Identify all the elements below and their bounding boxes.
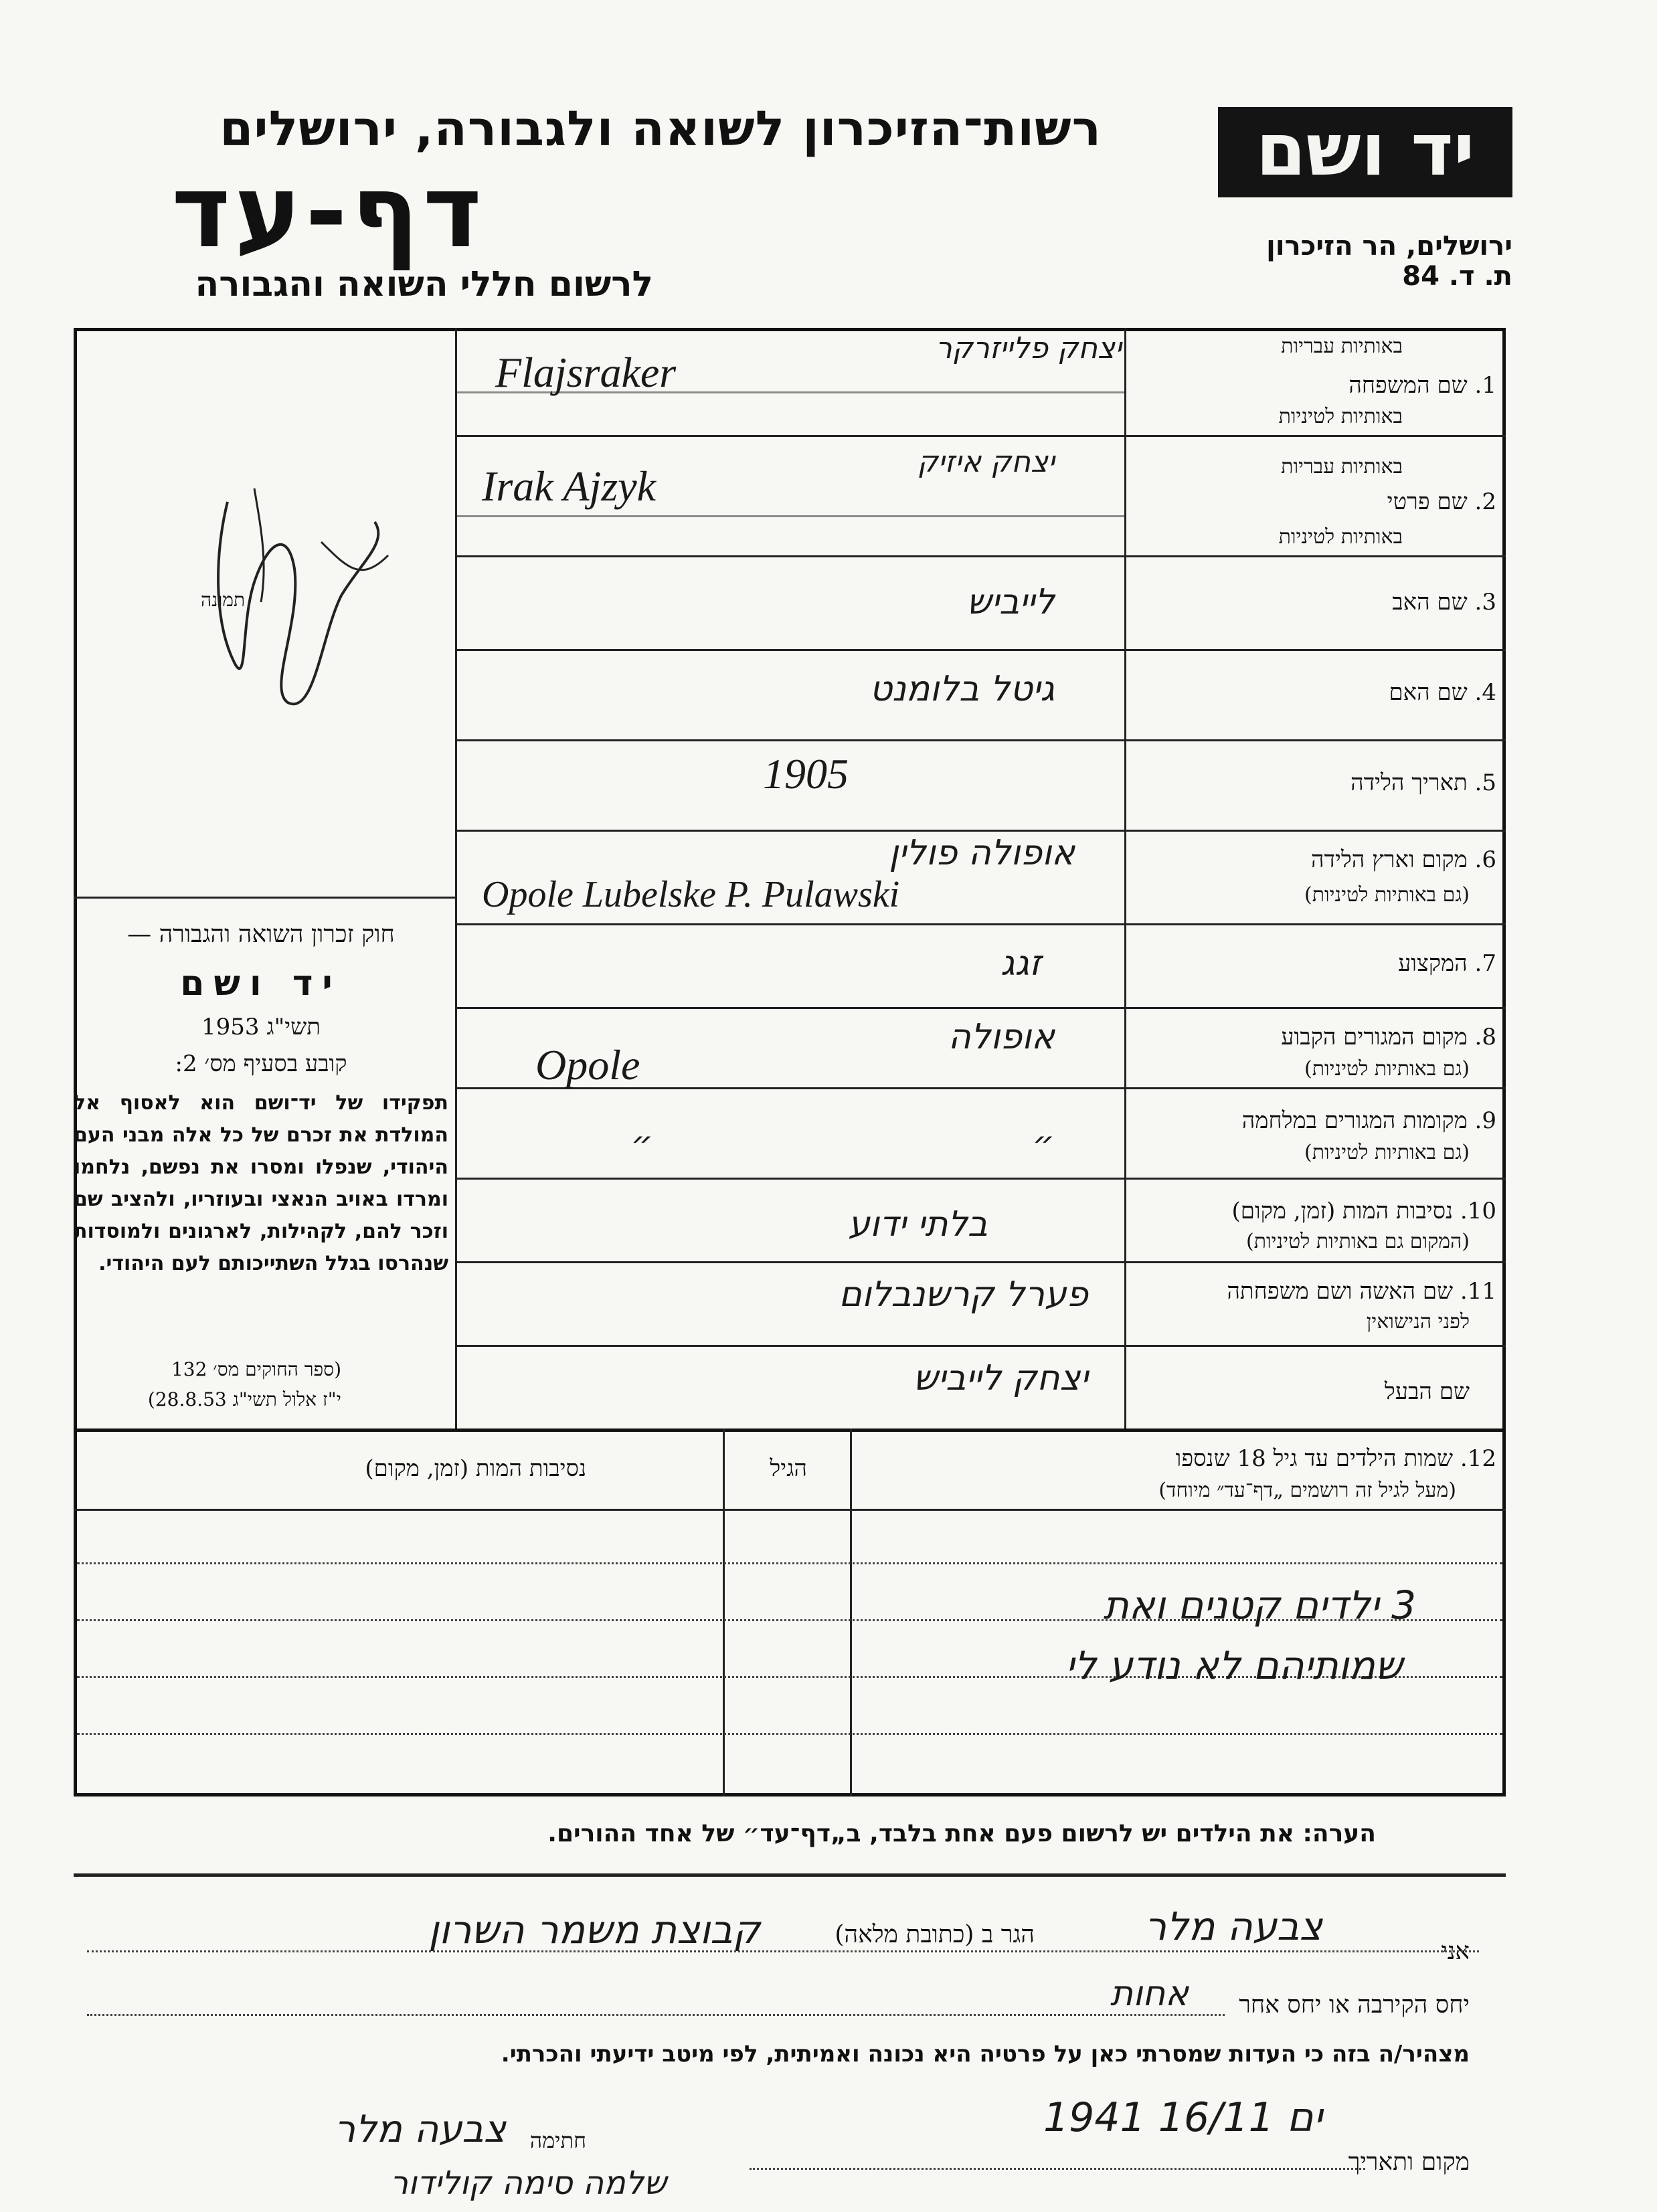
hebrew-letters-label: באותיות עבריות — [1281, 335, 1403, 358]
address-pobox: ת. ד. 84 — [1402, 261, 1512, 292]
declarant-address-value: קבוצת משמר השרון — [428, 1907, 760, 1952]
law-clause: קובע בסעיף מס׳ 2: — [175, 1050, 347, 1077]
mother-name-label — [1389, 679, 1496, 706]
declarant-i-label: אני — [1441, 1938, 1470, 1965]
row-number: 3. — [1474, 589, 1496, 616]
photo-column-divider — [455, 328, 457, 1432]
wartime-residence-hebrew-value: ״ — [1032, 1124, 1055, 1164]
signature-value: צבעה מלר — [334, 2108, 506, 2151]
row-number: 1. — [1474, 372, 1496, 399]
row-sub-label: לפני הנישואין — [1366, 1310, 1470, 1333]
death-circumstances-value: בלתי ידוע — [848, 1204, 988, 1245]
note-divider — [74, 1873, 1506, 1877]
row-number: 10. — [1460, 1198, 1496, 1224]
also-latin-label: (גם באותיות לטיניות) — [1304, 1057, 1470, 1081]
row-label: מקומות המגורים במלחמה — [1241, 1107, 1468, 1134]
children-heading-text: שמות הילדים עד גיל 18 שנספו — [1175, 1445, 1454, 1472]
row-divider — [455, 830, 1506, 832]
children-line — [77, 1733, 1502, 1735]
relation-line — [87, 2014, 1225, 2016]
residence-latin-value: Opole — [535, 1041, 640, 1089]
children-note: הערה: את הילדים יש לרשום פעם אחת בלבד, ב„דף־עד״ של אחד ההורים. — [547, 1820, 1376, 1847]
yad-vashem-logo: יד ושם — [1218, 107, 1512, 197]
row-number: 4. — [1474, 679, 1496, 706]
birth-place-latin-value: Opole Lubelske P. Pulawski — [482, 874, 900, 915]
father-name-label — [1392, 589, 1496, 616]
row-divider — [455, 1178, 1506, 1180]
profession-label — [1398, 950, 1496, 977]
also-latin-label: (גם באותיות לטיניות) — [1304, 883, 1470, 907]
row-label: המקצוע — [1398, 950, 1468, 977]
row-divider — [455, 1345, 1506, 1347]
row-label: מקום המגורים הקבוע — [1281, 1024, 1468, 1050]
hebrew-letters-label: באותיות עבריות — [1281, 455, 1403, 478]
wife-name-value: פערל קרשנבלום — [839, 1275, 1088, 1315]
row-sub-label: (המקום גם באותיות לטיניות) — [1245, 1230, 1470, 1253]
place-date-line — [750, 2168, 1365, 2170]
children-header-divider — [74, 1509, 1506, 1511]
label-column-divider — [1124, 328, 1126, 1432]
children-col-divider — [723, 1428, 725, 1796]
row-label: תאריך הלידה — [1350, 769, 1468, 796]
row-divider — [455, 555, 1506, 557]
row-divider — [455, 923, 1506, 925]
row-label: מקום וארץ הלידה — [1311, 846, 1468, 873]
residence-label — [1281, 1024, 1496, 1050]
family-name-label — [1348, 372, 1496, 399]
row-number: 11. — [1460, 1278, 1496, 1305]
row-divider — [455, 1007, 1506, 1009]
form-title: דף-עד — [171, 154, 486, 270]
row-number: 5. — [1474, 769, 1496, 796]
residence-hebrew-value: אופולה — [948, 1017, 1055, 1057]
first-name-latin-value: Irak Ajzyk — [482, 462, 657, 510]
relation-value: אחות — [1110, 1974, 1189, 2014]
row-number: 6. — [1474, 846, 1496, 873]
mother-name-value: גיטל בלומנט — [869, 669, 1055, 709]
address-city: ירושלים, הר הזיכרון — [1266, 231, 1512, 262]
row-label: שם פרטי — [1387, 488, 1468, 515]
row-label: שם המשפחה — [1348, 372, 1468, 399]
law-year: תשי"ג 1953 — [201, 1014, 321, 1040]
row-number: 2. — [1474, 488, 1496, 515]
row-number: 8. — [1474, 1024, 1496, 1050]
photo-placeholder-label: תמונה — [201, 589, 246, 611]
first-name-label — [1387, 488, 1496, 515]
law-text: תפקידו של יד־ושם הוא לאסוף אל המולדת את זכרם של כל אלה מבני העם היהודי, שנפלו ומסרו את נפשם, נלחמו ומרדו באויב הנאצי ובעוזריו, ולהציב שם וזכר להם, לקהילות, לארגונים ולמוסדות שנהרסו בגלל השתייכותם לעם היהודי. — [74, 1091, 448, 1275]
family-name-latin-value: Flajsraker — [495, 349, 677, 396]
birth-place-label — [1311, 846, 1496, 873]
declarant-name-value: צבעה מלר — [1144, 1904, 1322, 1949]
latin-letters-label: באותיות לטיניות — [1278, 405, 1403, 428]
value-subdivider — [455, 515, 1124, 517]
row-label: נסיבות המות (זמן, מקום) — [1231, 1198, 1454, 1224]
children-col-divider — [850, 1428, 852, 1796]
law-reference: (ספר החוקים מס׳ 132 — [171, 1358, 341, 1380]
children-subheading: (מעל לגיל זה רושמים „דף־עד״ מיוחד) — [1158, 1479, 1456, 1502]
row-divider — [455, 739, 1506, 741]
birth-date-value: 1905 — [763, 750, 849, 798]
row-label: שם הבעל — [1384, 1378, 1470, 1405]
birth-date-label — [1350, 769, 1496, 796]
latin-letters-label: באותיות לטיניות — [1278, 525, 1403, 549]
row-divider — [455, 435, 1506, 437]
also-latin-label: (גם באותיות לטיניות) — [1304, 1141, 1470, 1164]
death-circumstances-label — [1232, 1198, 1497, 1224]
row-number: 12. — [1460, 1445, 1496, 1472]
law-reference-date: י"ז אלול תשי"ג 28.8.53) — [147, 1388, 341, 1410]
age-column-header: הגיל — [770, 1455, 807, 1482]
place-date-label: מקום ותאריך — [1348, 2148, 1470, 2176]
declarant-line — [87, 1950, 1479, 1952]
children-entry: 3 ילדים קטנים ואת — [1103, 1582, 1416, 1628]
wartime-residence-latin-value: ״ — [630, 1124, 653, 1164]
photo-law-divider — [74, 897, 456, 899]
husband-name-label — [1385, 1378, 1470, 1405]
declarant-address-label: הגר ב (כתובת מלאה) — [835, 1921, 1035, 1948]
row-divider — [455, 1261, 1506, 1263]
first-name-hebrew-value: יצחק איזיק — [917, 445, 1055, 479]
law-title: חוק זכרון השואה והגבורה — — [127, 921, 395, 948]
declaration-text: מצהיר/ה בזה כי העדות שמסרתי כאן על פרטיה היא נכונה ואמיתית, לפי מיטב ידיעתי והכרתי. — [501, 2041, 1470, 2067]
org-name: רשות־הזיכרון לשואה ולגבורה, ירושלים — [220, 100, 1102, 157]
row-label: שם האשה ושם משפחתה — [1227, 1278, 1454, 1305]
family-name-hebrew-value: יצחק פלייזרקר — [935, 331, 1122, 365]
law-org: יד ושם — [180, 963, 342, 1004]
circumstances-column-header: נסיבות המות (זמן, מקום) — [365, 1455, 586, 1482]
form-subtitle: לרשום חללי השואה והגבורה — [195, 264, 653, 304]
wife-name-label — [1227, 1278, 1496, 1305]
birth-place-hebrew-value: אופולה פולין — [889, 833, 1075, 873]
children-line — [77, 1562, 1502, 1564]
signature-label: חתימה — [529, 2128, 586, 2153]
row-divider — [455, 649, 1506, 651]
scribble-signature — [187, 448, 408, 729]
place-date-value: ים 16/11 1941 — [1043, 2094, 1322, 2141]
husband-name-value: יצחק לייביש — [913, 1358, 1088, 1398]
children-entry: שמותיהם לא נודע לי — [1065, 1643, 1403, 1688]
wartime-residence-label — [1242, 1107, 1496, 1134]
signature-note: שלמה סימה קולידור — [389, 2164, 667, 2202]
father-name-value: לייביש — [966, 582, 1055, 622]
row-number: 9. — [1474, 1107, 1496, 1134]
row-number: 7. — [1474, 950, 1496, 977]
row-label: שם האם — [1389, 679, 1468, 706]
row-label: שם האב — [1392, 589, 1468, 616]
children-heading — [1176, 1445, 1496, 1472]
relation-label: יחס הקירבה או יחס אחר — [1239, 1991, 1470, 2019]
profession-value: זגג — [1000, 943, 1041, 984]
